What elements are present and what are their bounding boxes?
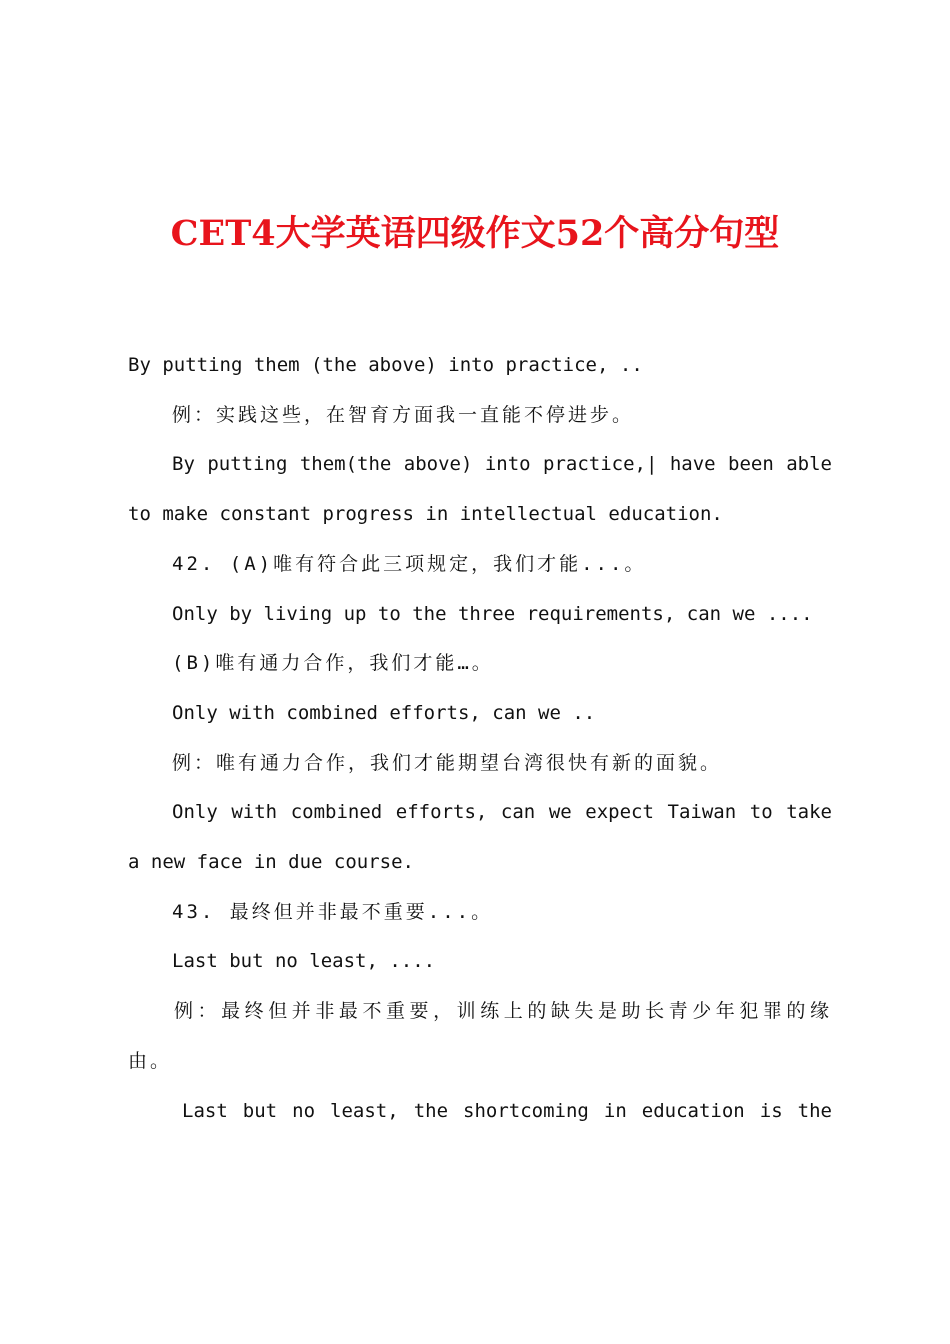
paragraph-10: 43. 最终但并非最不重要...。 bbox=[172, 900, 494, 923]
paragraph-12: 例：最终但并非最不重要，训练上的缺失是助长青少年犯罪的缘由。 bbox=[128, 1000, 832, 1072]
paragraph-3: By putting them(the above) into practice,| have been able to make constant progress in intellectual education. bbox=[128, 453, 832, 526]
paragraph-8: 例：唯有通力合作，我们才能期望台湾很快有新的面貌。 bbox=[172, 751, 723, 774]
paragraph-4: 42. (A)唯有符合此三项规定，我们才能...。 bbox=[172, 552, 647, 575]
paragraph-6: (B)唯有通力合作，我们才能…。 bbox=[172, 652, 494, 675]
paragraph-7: Only with combined efforts, can we .. bbox=[172, 701, 596, 724]
paragraph-2: 例：实践这些，在智育方面我一直能不停进步。 bbox=[172, 403, 635, 426]
paragraph-11: Last but no least, .... bbox=[172, 950, 436, 973]
paragraph-13: Last but no least, the shortcoming in education is the bbox=[182, 1099, 832, 1122]
paragraph-9: Only with combined efforts, can we expect Taiwan to take a new face in due course. bbox=[128, 801, 832, 874]
paragraph-1: By putting them (the above) into practice, .. bbox=[128, 354, 643, 376]
document-title: CET4大学英语四级作文52个高分句型 bbox=[170, 213, 780, 254]
paragraph-5: Only by living up to the three requirements, can we .... bbox=[172, 602, 813, 625]
document-body bbox=[128, 341, 832, 1136]
